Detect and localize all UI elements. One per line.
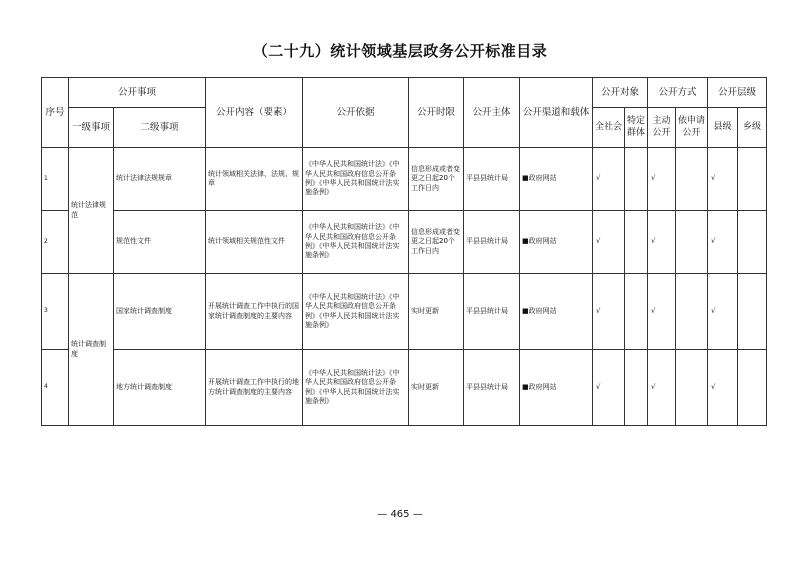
row-level-township — [738, 148, 767, 211]
row-target-specific — [625, 211, 648, 274]
row-basis: 《中华人民共和国统计法》《中华人民共和国政府信息公开条例》《中华人民共和国统计法实施条例》 — [303, 211, 409, 274]
row-content: 统计领域相关法律、法规、规章 — [206, 148, 303, 211]
page-title: （二十九）统计领域基层政务公开标准目录 — [252, 42, 548, 60]
header-level-county: 县级 — [708, 108, 738, 148]
row-subject: 平县县统计局 — [464, 148, 520, 211]
row-level-township — [738, 350, 767, 426]
catalog-table — [41, 77, 767, 426]
row-target-all: √ — [593, 148, 625, 211]
row-level2: 国家统计调查制度 — [114, 274, 206, 350]
header-seq: 序号 — [42, 78, 69, 148]
row-target-all: √ — [593, 350, 625, 426]
row-content: 开展统计调查工作中执行的国家统计调查制度的主要内容 — [206, 274, 303, 350]
header-level2: 二级事项 — [114, 108, 206, 148]
header-level: 公开层级 — [708, 78, 767, 108]
header-target-all: 全社会 — [593, 108, 625, 148]
row-level-township — [738, 274, 767, 350]
row-method-active: √ — [648, 274, 676, 350]
row-time-limit: 信息形成或者变更之日起20个工作日内 — [409, 148, 464, 211]
row-content: 开展统计调查工作中执行的地方统计调查制度的主要内容 — [206, 350, 303, 426]
header-level1: 一级事项 — [69, 108, 114, 148]
table-row — [42, 274, 767, 350]
header-method-request: 依申请公开 — [676, 108, 708, 148]
row-level2: 统计法律法规规章 — [114, 148, 206, 211]
row-channel: ■政府网站 — [520, 211, 593, 274]
header-method-active: 主动公开 — [648, 108, 676, 148]
row-seq: 2 — [42, 211, 69, 274]
row-level-township — [738, 211, 767, 274]
header-level-township: 乡级 — [738, 108, 767, 148]
header-channel: 公开渠道和载体 — [520, 78, 593, 148]
row-channel: ■政府网站 — [520, 350, 593, 426]
row-method-request — [676, 274, 708, 350]
header-matter: 公开事项 — [69, 78, 206, 108]
row-level-county: √ — [708, 211, 738, 274]
table-row — [42, 211, 767, 274]
row-target-specific — [625, 350, 648, 426]
row-method-request — [676, 148, 708, 211]
row-time-limit: 实时更新 — [409, 350, 464, 426]
row-subject: 平县县统计局 — [464, 274, 520, 350]
row-method-request — [676, 211, 708, 274]
row-method-request — [676, 350, 708, 426]
header-time-limit: 公开时限 — [409, 78, 464, 148]
header-row-1 — [42, 78, 767, 108]
row-level2: 规范性文件 — [114, 211, 206, 274]
row-seq: 3 — [42, 274, 69, 350]
header-target: 公开对象 — [593, 78, 648, 108]
group-label: 统计法律规范 — [69, 148, 114, 274]
table-row — [42, 148, 767, 211]
row-method-active: √ — [648, 211, 676, 274]
row-level-county: √ — [708, 148, 738, 211]
row-target-specific — [625, 274, 648, 350]
row-channel: ■政府网站 — [520, 274, 593, 350]
header-content: 公开内容（要素） — [206, 78, 303, 148]
row-level-county: √ — [708, 274, 738, 350]
row-time-limit: 实时更新 — [409, 274, 464, 350]
row-content: 统计领域相关规范性文件 — [206, 211, 303, 274]
header-basis: 公开依据 — [303, 78, 409, 148]
table-row — [42, 350, 767, 426]
row-method-active: √ — [648, 148, 676, 211]
row-seq: 1 — [42, 148, 69, 211]
row-basis: 《中华人民共和国统计法》《中华人民共和国政府信息公开条例》《中华人民共和国统计法实施条例》 — [303, 148, 409, 211]
row-method-active: √ — [648, 350, 676, 426]
row-level-county: √ — [708, 350, 738, 426]
row-target-all: √ — [593, 211, 625, 274]
page-number: — 465 — — [377, 509, 423, 520]
header-target-specific: 特定群体 — [625, 108, 648, 148]
row-subject: 平县县统计局 — [464, 350, 520, 426]
row-target-all: √ — [593, 274, 625, 350]
row-basis: 《中华人民共和国统计法》《中华人民共和国政府信息公开条例》《中华人民共和国统计法实施条例》 — [303, 274, 409, 350]
row-channel: ■政府网站 — [520, 148, 593, 211]
row-level2: 地方统计调查制度 — [114, 350, 206, 426]
row-subject: 平县县统计局 — [464, 211, 520, 274]
row-basis: 《中华人民共和国统计法》《中华人民共和国政府信息公开条例》《中华人民共和国统计法实施条例》 — [303, 350, 409, 426]
row-target-specific — [625, 148, 648, 211]
header-method: 公开方式 — [648, 78, 708, 108]
header-subject: 公开主体 — [464, 78, 520, 148]
row-time-limit: 信息形成或者变更之日起20个工作日内 — [409, 211, 464, 274]
row-seq: 4 — [42, 350, 69, 426]
group-label: 统计调查制度 — [69, 274, 114, 426]
